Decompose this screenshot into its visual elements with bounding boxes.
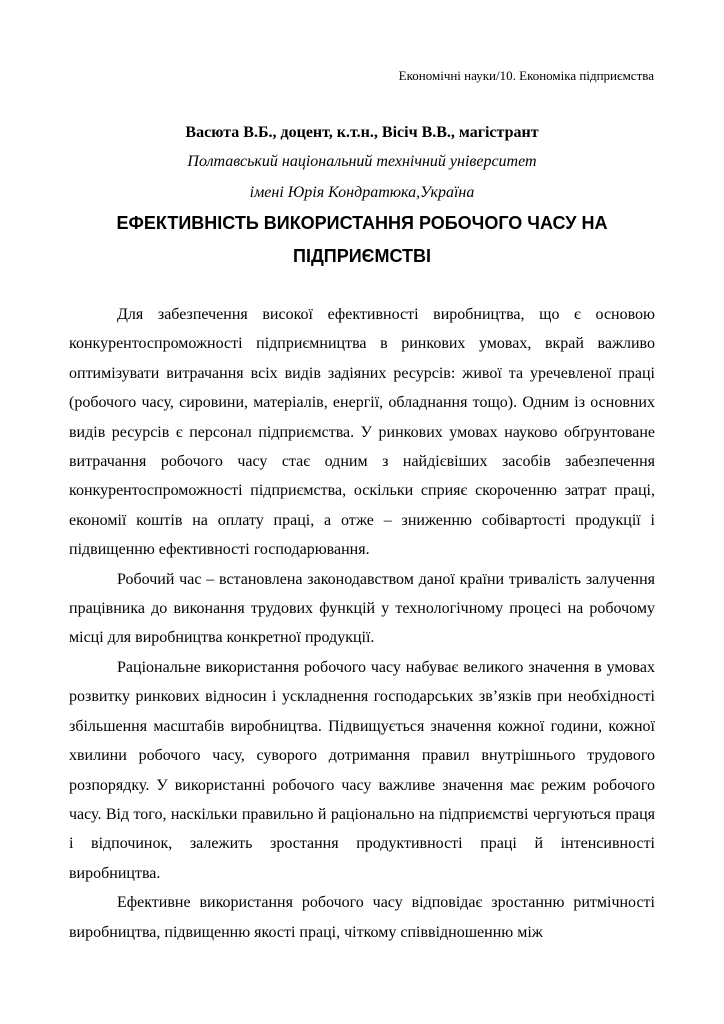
- paragraph-2: Робочий час – встановлена законодавством даної країни тривалість залучення працівника до виконання трудових функцій у технологічному процесі на робочому місці для виробництва конкретної продукції.: [69, 570, 655, 647]
- article-body: [69, 300, 655, 947]
- article-title-line-1: ЕФЕКТИВНІСТЬ ВИКОРИСТАННЯ РОБОЧОГО ЧАСУ НА: [116, 213, 608, 233]
- paragraph-3: Раціональне використання робочого часу набуває великого значення в умовах розвитку ринкових відносин і ускладнення господарських зв’язків при необхідності збільшення масштабів виробництва. Підвищується значення кожної години, кожної хвилини робочого часу, суворого дотримання правил внутрішнього трудового розпорядку. У використанні робочого часу важливе значення має режим робочого часу. Від того, наскільки правильно й раціонально на підприємстві чергуються праця і відпочинок, залежить зростання продуктивності праці й інтенсивності виробництва.: [69, 658, 655, 882]
- paragraph-1: Для забезпечення високої ефективності виробництва, що є основою конкурентоспроможності підприємництва в ринкових умовах, вкрай важливо оптимізувати витрачання всіх видів задіяних ресурсів: живої та уречевленої праці (робочого часу, сировини, матеріалів, енергії, обладнання тощо). Одним із основних видів ресурсів є персонал підприємства. У ринкових умовах науково обґрунтоване витрачання робочого часу стає одним з найдієвіших засобів забезпечення конкурентоспроможності підприємства, оскільки сприяє скороченню затрат праці, економії коштів на оплату праці, а отже – зниженню собівартості продукції і підвищенню ефективності господарювання.: [69, 306, 655, 559]
- affiliation-line-1: Полтавський національний технічний університет: [187, 153, 537, 170]
- running-header: Економічні науки/10. Економіка підприємства: [398, 68, 654, 83]
- article-title-line-2: ПІДПРИЄМСТВІ: [293, 246, 431, 266]
- paragraph-4: Ефективне використання робочого часу відповідає зростанню ритмічності виробництва, підвищенню якості праці, чіткому співвідношенню між: [69, 894, 655, 941]
- affiliation-line-2: імені Юрія Кондратюка,Україна: [249, 184, 475, 201]
- authors-line: Васюта В.Б., доцент, к.т.н., Вісіч В.В., магістрант: [185, 124, 539, 141]
